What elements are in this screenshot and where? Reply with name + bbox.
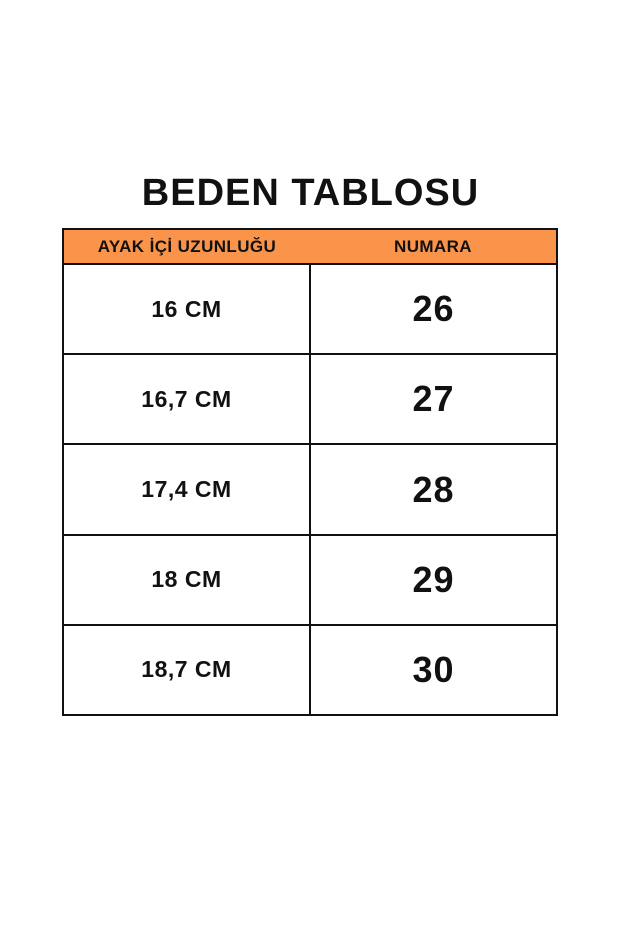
cell-size-number: 29 [309, 536, 556, 624]
cell-foot-length: 18 CM [151, 566, 222, 593]
cell-foot-length: 16 CM [151, 295, 222, 322]
cell-size-number: 30 [309, 626, 556, 714]
table-header-row [64, 230, 556, 265]
cell-foot-length: 17,4 CM [141, 476, 232, 502]
table-row [64, 445, 556, 535]
header-cell-foot-length: AYAK İÇİ UZUNLUĞU [97, 236, 277, 256]
cell-foot-length: 16,7 CM [141, 385, 232, 412]
cell-size-number: 28 [309, 445, 556, 533]
table-row [64, 355, 556, 445]
cell-foot-length: 18,7 CM [141, 656, 232, 683]
header-cell-number: NUMARA [394, 236, 472, 256]
table-row [64, 265, 556, 355]
cell-size-number: 26 [309, 265, 556, 353]
cell-size-number: 27 [309, 355, 556, 443]
page-title: BEDEN TABLOSU [141, 172, 480, 214]
size-table [62, 228, 558, 716]
table-row [64, 626, 556, 714]
table-row [64, 536, 556, 626]
